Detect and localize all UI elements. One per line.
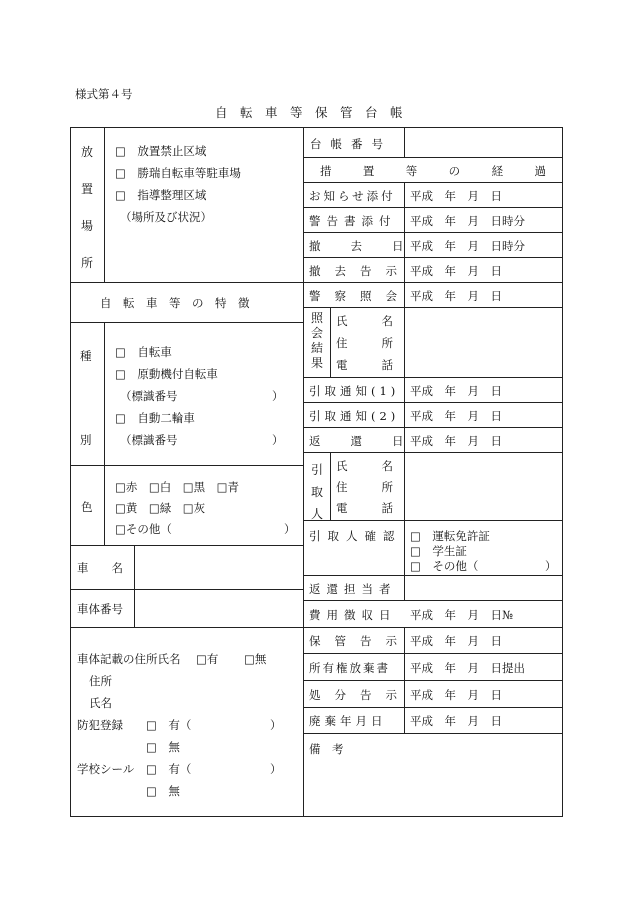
police-inquiry-label: 警察照会 [309,289,411,303]
warning-attached-label: 警告書添付 [309,214,397,228]
paren-close: ） [270,718,282,732]
paren-close: ） [272,433,284,447]
disposal-date-label: 廃棄年月日 [309,714,387,728]
disposal-date[interactable]: 平成 年 月 日 [410,714,502,728]
removal-notice-label: 撤去告示 [309,264,411,278]
type-option-moped[interactable]: □ 原動機付自転車 [115,367,218,381]
type-option-motorcycle[interactable]: □ 自動二輪車 [115,411,195,425]
inquiry-phone-label: 電話 [336,358,427,372]
crime-registration-no[interactable]: □ 無 [146,740,180,754]
place-option-parking[interactable]: □ 勝瑞自転車等駐車場 [115,166,241,180]
paren-close: ） [545,559,557,573]
type-label-bottom: 別 [80,433,92,447]
progress-header: 措 置 等 の 経 過 [320,164,546,178]
address-label: 住所 [89,674,112,688]
warning-attached-datetime[interactable]: 平成 年 月 日時分 [410,214,525,228]
taker-address-label: 住所 [336,480,427,494]
removal-notice-date[interactable]: 平成 年 月 日 [410,264,502,278]
police-inquiry-date[interactable]: 平成 年 月 日 [410,289,502,303]
return-date[interactable]: 平成 年 月 日 [410,434,502,448]
paren-close: ） [272,389,284,403]
inquiry-address-label: 住所 [336,336,427,350]
owner-label: 車体記載の住所氏名 [77,652,181,666]
owner-yes-option[interactable]: □有 [196,652,219,666]
paren-close: ） [284,522,296,536]
notice-attached-date[interactable]: 平成 年 月 日 [410,189,502,203]
form-number: 様式第４号 [75,87,133,101]
return-staff-label: 返還担当者 [309,582,397,596]
ownership-waiver-label: 所有権放棄書 [309,661,390,675]
color-option-other[interactable]: □その他（ [115,522,172,536]
pickup-notice-1-label: 引取通知(1) [309,384,400,398]
school-seal-no[interactable]: □ 無 [146,784,180,798]
taker-confirm-label: 引取人確認 [309,529,402,543]
fee-date[interactable]: 平成 年 月 日№ [410,608,513,622]
ownership-waiver-date[interactable]: 平成 年 月 日提出 [410,661,525,675]
notice-attached-label: お知らせ添付 [309,189,396,203]
confirm-other-option[interactable]: □ その他（ [410,559,479,573]
school-seal-label: 学校シール [77,762,135,776]
disposal-notice-date[interactable]: 平成 年 月 日 [410,688,502,702]
taker-label: 引 取 人 [310,463,323,521]
paren-close: ） [270,762,282,776]
storage-notice-label: 保管告示 [309,634,411,648]
moped-plate-label: （標識番号 [120,389,178,403]
pickup-notice-2-label: 引取通知(2) [309,409,400,423]
type-option-bicycle[interactable]: □ 自転車 [115,345,172,359]
return-date-label: 返還日 [309,434,434,448]
removal-datetime[interactable]: 平成 年 月 日時分 [410,239,525,253]
owner-no-option[interactable]: □無 [244,652,267,666]
ledger-number-label: 台帳番号 [310,137,392,151]
storage-notice-date[interactable]: 平成 年 月 日 [410,634,502,648]
page-title: 自 転 車 等 保 管 台 帳 [215,105,403,120]
motorcycle-plate-label: （標識番号 [120,433,178,447]
pickup-notice-1-date[interactable]: 平成 年 月 日 [410,384,502,398]
taker-phone-label: 電話 [336,501,427,515]
pickup-notice-2-date[interactable]: 平成 年 月 日 [410,409,502,423]
color-label: 色 [81,500,93,514]
features-header: 自 転 車 等 の 特 徴 [100,296,250,310]
body-number-label: 車体番号 [77,602,123,616]
name-label: 氏名 [89,696,112,710]
inquiry-name-label: 氏名 [336,314,427,328]
place-label: 放 置 場 所 [80,145,93,270]
car-name-label: 車 名 [77,561,123,575]
color-options-row2[interactable]: □黄 □緑 □灰 [115,501,206,515]
type-label-top: 種 [80,349,92,363]
taker-name-label: 氏名 [336,459,427,473]
place-note: （場所及び状況） [120,210,212,224]
crime-registration-label: 防犯登録 [77,718,123,732]
fee-date-label: 費用徴収日 [309,608,397,622]
place-option-guidance[interactable]: □ 指導整理区域 [115,188,207,202]
color-options-row1[interactable]: □赤 □白 □黒 □青 [115,480,239,494]
confirm-student-id-option[interactable]: □ 学生証 [410,544,467,558]
removal-date-label: 撤去日 [309,239,434,253]
confirm-license-option[interactable]: □ 運転免許証 [410,529,490,543]
inquiry-result-label: 照 会 結 果 [310,311,323,370]
crime-registration-yes[interactable]: □ 有（ [146,718,192,732]
place-option-prohibited[interactable]: □ 放置禁止区域 [115,144,207,158]
remarks-label: 備 考 [309,742,344,756]
disposal-notice-label: 処分告示 [309,688,411,702]
school-seal-yes[interactable]: □ 有（ [146,762,192,776]
